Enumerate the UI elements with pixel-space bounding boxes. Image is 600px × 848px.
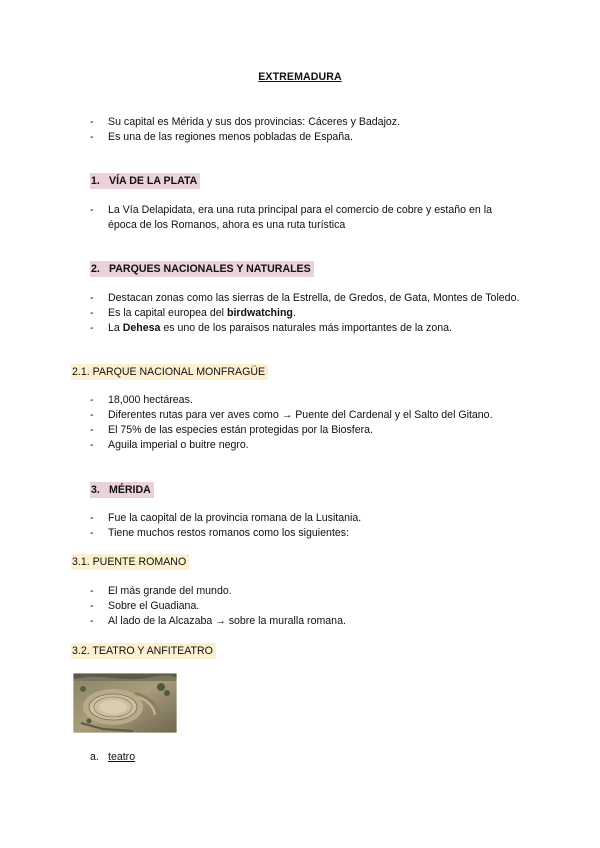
list-item: - 18,000 hectáreas. — [90, 394, 193, 406]
section3-list — [90, 511, 520, 541]
list-item: - La Dehesa es uno de los paraisos naturales más importantes de la zona. — [90, 322, 452, 334]
subsection-heading-puente-romano: 3.1. PUENTE ROMANO — [71, 554, 189, 570]
list-item: - La Vía Delapidata, era una ruta principal para el comercio de cobre y estaño en la época de los Romanos, ahora es una ruta turística — [90, 204, 492, 231]
section3-1-list — [90, 584, 520, 629]
section2-list — [90, 291, 520, 336]
list-item: - Al lado de la Alcazaba → sobre la muralla romana. — [90, 615, 346, 627]
list-item: - Tiene muchos restos romanos como los siguientes: — [90, 527, 350, 539]
subsection-heading-monfrague: 2.1. PARQUE NACIONAL MONFRAGÜE — [71, 364, 268, 380]
list-item: - Destacan zonas como las sierras de la Estrella, de Gredos, de Gata, Montes de Toledo. — [90, 292, 520, 304]
section-heading-parques: 2. PARQUES NACIONALES Y NATURALES — [90, 261, 314, 277]
document-title: EXTREMADURA — [258, 71, 342, 83]
list-item: - Fue la caopital de la provincia romana de la Lusitania. — [90, 512, 362, 524]
list-item: - El 75% de las especies están protegidas por la Biosfera. — [90, 424, 373, 436]
section2-1-list — [90, 393, 520, 453]
subsection-heading-teatro: 3.2. TEATRO Y ANFITEATRO — [71, 643, 216, 659]
list-item: - Su capital es Mérida y sus dos provincias: Cáceres y Badajoz. — [90, 116, 401, 128]
list-item: - Es una de las regiones menos pobladas de España. — [90, 131, 354, 143]
list-item: - Sobre el Guadiana. — [90, 600, 200, 612]
intro-list — [90, 115, 520, 145]
teatro-link[interactable]: teatro — [108, 751, 136, 763]
list-item: - Es la capital europea del birdwatching. — [90, 307, 296, 319]
list-item: - Diferentes rutas para ver aves como → Puente del Cardenal y el Salto del Gitano. — [90, 409, 493, 421]
roman-theatre-photo — [73, 673, 177, 733]
list-item: - Aguila imperial o buitre negro. — [90, 439, 249, 451]
section1-list — [90, 203, 520, 233]
ordered-list-item-teatro: a. teatro — [90, 751, 136, 763]
section-heading-via-de-la-plata: 1. VÍA DE LA PLATA — [90, 173, 200, 189]
section-heading-merida: 3. MÉRIDA — [90, 482, 154, 498]
list-item: - El más grande del mundo. — [90, 585, 232, 597]
